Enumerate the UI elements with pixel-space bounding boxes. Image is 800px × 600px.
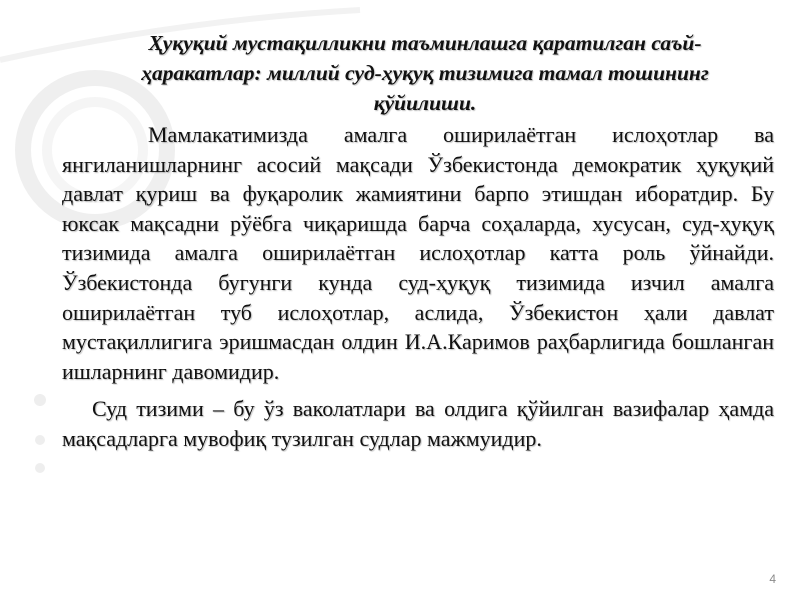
title-line: Ҳуқуқий мустақилликни таъминлашга қаратилган саъй- <box>148 31 702 55</box>
slide-title <box>70 28 780 118</box>
paragraph: Суд тизими – бу ўз ваколатлари ва олдига қўйилган вазифалар ҳамда мақсадларга мувофиқ тузилган судлар мажмуидир. <box>62 396 774 451</box>
body-text <box>62 120 774 462</box>
title-line: қўйилиши. <box>373 91 477 115</box>
paragraph: Мамлакатимизда амалга оширилаётган ислоҳотлар ва янгиланишларнинг асосий мақсади Ўзбекистонда демократик ҳуқуқий давлат қуриш ва фуқаролик жамиятини барпо этишдан иборатдир. Бу юксак мақсадни рўёбга чиқаришда барча соҳаларда, хусусан, суд-ҳуқуқ тизимида амалга оширилаётган ислоҳотлар катта роль ўйнайди. Ўзбекистонда бугунги кунда суд-ҳуқуқ тизимида изчил амалга оширилаётган туб ислоҳотлар, аслида, Ўзбекистон ҳали давлат мустақиллигига эришмасдан олдин И.А.Каримов раҳбарлигида бошланган ишларнинг давомидир. <box>62 122 774 384</box>
page-number: 4 <box>769 572 776 586</box>
title-line: ҳаракатлар: миллий суд-ҳуқуқ тизимига тамал тошининг <box>141 61 709 85</box>
